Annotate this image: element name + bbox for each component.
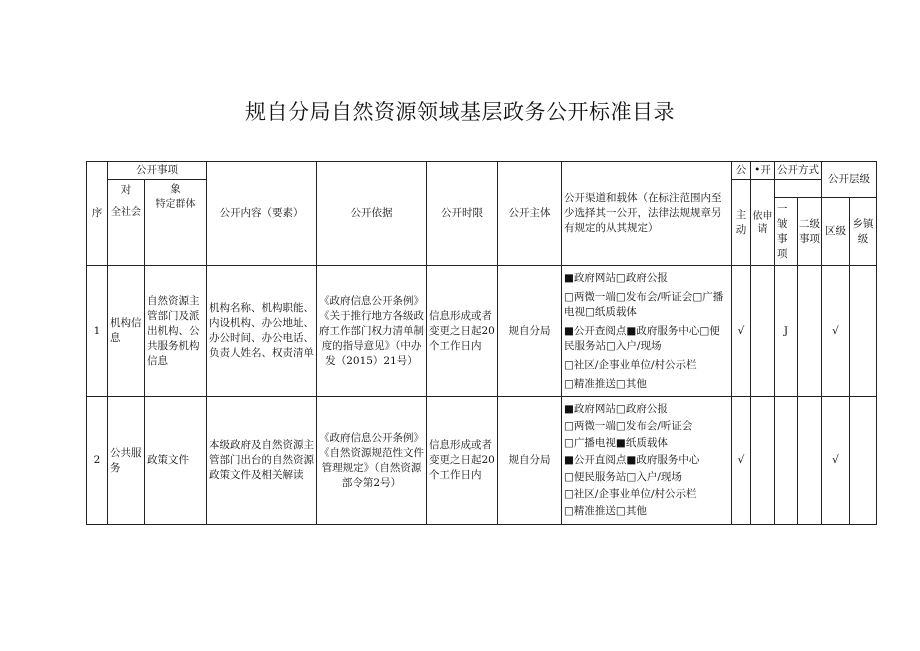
row-level2: 政策文件 xyxy=(145,397,207,525)
row-subject: 规自分局 xyxy=(498,266,562,397)
channel-line: □社区/企事业单位/村公示栏 xyxy=(564,488,697,500)
header-level1: 一皱事项 xyxy=(775,198,798,266)
header-time-limit: 公开时限 xyxy=(427,162,498,266)
channel-line: □便民服务站□入户/现场 xyxy=(564,471,682,483)
row-content: 本级政府及自然资源主管部门出台的自然资源政策文件及相关解读 xyxy=(207,397,317,525)
row-specific-group xyxy=(751,266,775,397)
channel-line: □广播电视■纸质载体 xyxy=(564,437,668,449)
row-subject: 规自分局 xyxy=(498,397,562,525)
header-object-part4: 象 xyxy=(170,183,181,195)
row-active xyxy=(775,397,798,525)
row-seq: 1 xyxy=(87,266,108,397)
row-channels xyxy=(562,397,732,525)
header-subject: 公开主体 xyxy=(498,162,562,266)
channel-line: □两微一端□发布会/听证会□广播电视□纸质载体 xyxy=(564,290,724,318)
header-all-society xyxy=(108,180,145,266)
header-method: 公开方式 xyxy=(775,162,822,180)
catalog-table xyxy=(86,161,877,525)
header-level: 公开层级 xyxy=(822,162,877,198)
row-all-society: √ xyxy=(732,397,751,525)
table-row xyxy=(87,397,877,525)
header-specific-group-label: 特定群体 xyxy=(155,199,196,210)
channel-line: □社区/企事业单位/村公示栏 xyxy=(564,358,697,371)
row-time-limit: 信息形成或者变更之日起20个工作日内 xyxy=(427,266,498,397)
header-active: 主动 xyxy=(732,180,751,266)
channel-line: □精准推送□其他 xyxy=(564,505,647,517)
table-row xyxy=(87,266,877,397)
header-basis: 公开依据 xyxy=(317,162,427,266)
row-township xyxy=(850,397,877,525)
header-seq: 序 xyxy=(87,162,108,266)
row-time-limit: 信息形成或者变更之日起20个工作日内 xyxy=(427,397,498,525)
row-content: 机构名称、机构职能、内设机构、办公地址、办公时间、办公电话、负责人姓名、权责清单 xyxy=(207,266,317,397)
header-object-part2: •开 xyxy=(751,162,775,180)
channel-line: □精准推送□其他 xyxy=(564,377,647,390)
row-level1: 公共服务 xyxy=(108,397,145,525)
channel-line: ■政府网站□政府公报 xyxy=(564,271,668,284)
channel-line: ■公开查阅点■政府服务中心□便民服务站□入户/现场 xyxy=(564,324,720,352)
row-all-society: √ xyxy=(732,266,751,397)
row-level2: 自然资源主管部门及派出机构、公共服务机构信息 xyxy=(145,266,207,397)
row-channels xyxy=(562,266,732,397)
header-township: 乡镇级 xyxy=(850,198,877,266)
document-title: 规自分局自然资源领域基层政务公开标准目录 xyxy=(245,100,675,124)
row-seq: 2 xyxy=(87,397,108,525)
header-on-request: 依申请 xyxy=(751,180,775,266)
header-content: 公开内容（要素） xyxy=(207,162,317,266)
row-district: √ xyxy=(822,266,850,397)
header-row xyxy=(87,162,877,180)
channel-line: ■公开直阅点■政府服务中心 xyxy=(564,454,700,466)
row-specific-group xyxy=(751,397,775,525)
row-district: √ xyxy=(822,397,850,525)
channel-line: □两微一端□发布会/听证会 xyxy=(564,420,693,432)
header-specific-group xyxy=(145,180,207,266)
row-basis: 《政府信息公开条例》《关于推行地方各级政府工作部门权力清单制度的指导意见》（中办发（2015）21号） xyxy=(317,266,427,397)
header-object-part3: 对 xyxy=(120,184,132,196)
row-level1: 机构信息 xyxy=(108,266,145,397)
row-basis: 《政府信息公开条例》《自然资源规范性文件管理规定》（自然资源部令第2号） xyxy=(317,397,427,525)
header-level2: 二级事项 xyxy=(798,198,822,266)
row-township xyxy=(850,266,877,397)
header-district: 区级 xyxy=(822,198,850,266)
row-on-request xyxy=(798,266,822,397)
header-channel: 公开渠道和载体（在标注范围内至少选择其一公开，法律法规规章另有规定的从其规定） xyxy=(562,162,732,266)
header-matter: 公开事项 xyxy=(108,162,207,180)
row-on-request xyxy=(798,397,822,525)
row-active: J xyxy=(775,266,798,397)
header-object-part1: 公 xyxy=(732,162,751,180)
header-all-society-label: 全社会 xyxy=(111,207,141,218)
channel-line: ■政府网站□政府公报 xyxy=(564,403,668,415)
